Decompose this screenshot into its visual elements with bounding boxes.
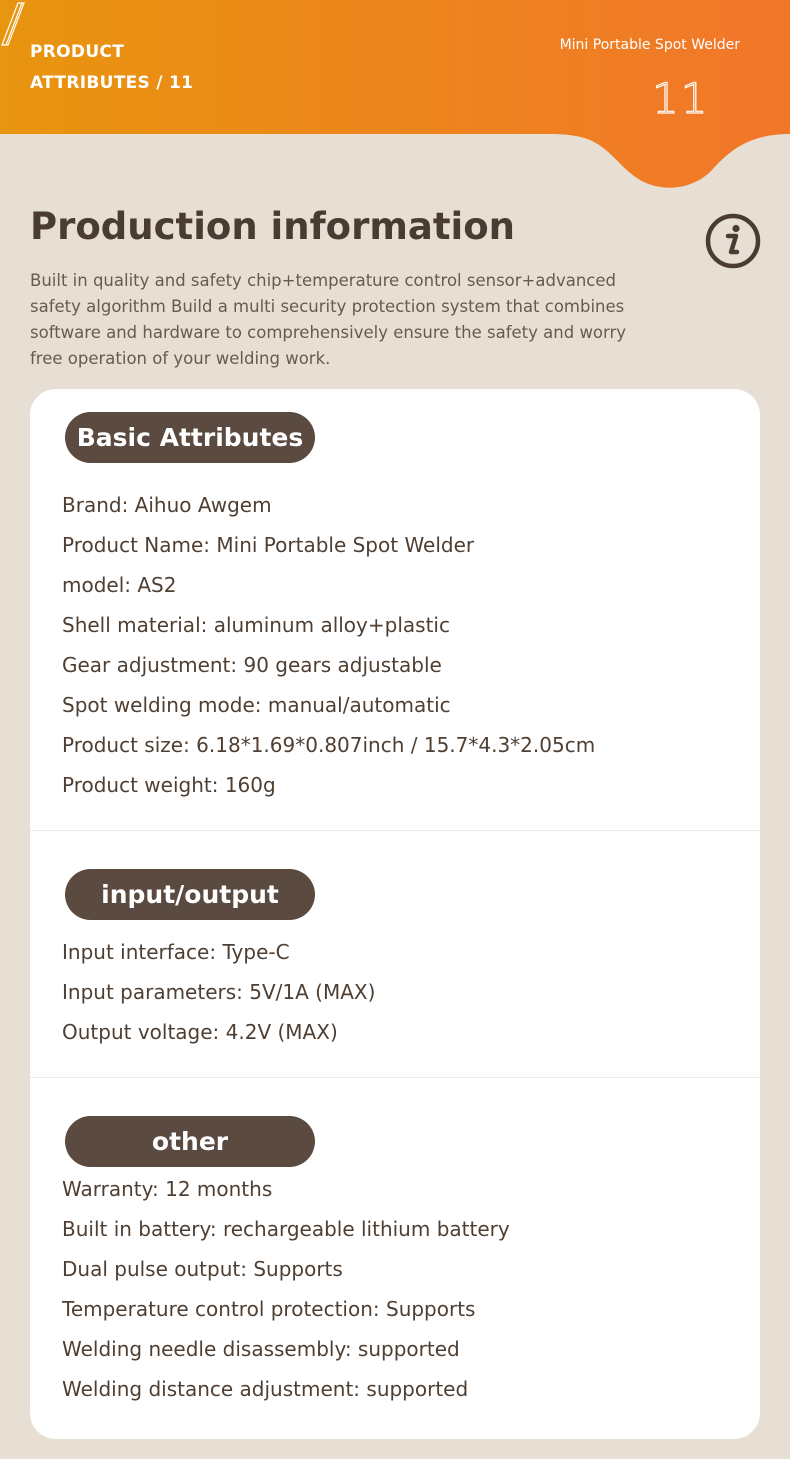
intro-paragraph: Built in quality and safety chip+temperature control sensor+advanced safety algorithm Build a multi security protection system that combines software and hardware to comprehensively ensure the safety and worry free operation of your welding work. (30, 271, 627, 368)
header-line-2: ATTRIBUTES / 11 (30, 73, 194, 93)
section-divider (30, 1077, 760, 1078)
list-item: Input interface: Type-C (62, 940, 290, 964)
list-item: Spot welding mode: manual/automatic (62, 693, 451, 717)
header-page-number: 11 (652, 74, 710, 123)
list-item: Input parameters: 5V/1A (MAX) (62, 980, 376, 1004)
list-item: Welding distance adjustment: supported (62, 1377, 469, 1401)
header-product-name: Mini Portable Spot Welder (559, 37, 740, 53)
slash-icon (0, 0, 26, 50)
header-section-label (30, 37, 193, 99)
list-item: Temperature control protection: Supports (62, 1297, 476, 1321)
section-divider (30, 830, 760, 831)
header-line-1: PRODUCT (30, 42, 125, 62)
list-item: Product size: 6.18*1.69*0.807inch / 15.7*4.3*2.05cm (62, 733, 596, 757)
list-item: Warranty: 12 months (62, 1177, 273, 1201)
list-item: Output voltage: 4.2V (MAX) (62, 1020, 338, 1044)
basic-attributes-heading: Basic Attributes (65, 412, 315, 463)
input-output-heading: input/output (65, 869, 315, 920)
header-banner (0, 0, 790, 190)
list-item: Dual pulse output: Supports (62, 1257, 343, 1281)
other-heading: other (65, 1116, 315, 1167)
input-output-list (62, 932, 375, 1052)
info-icon (704, 212, 762, 270)
other-list (62, 1169, 510, 1409)
list-item: Built in battery: rechargeable lithium battery (62, 1217, 510, 1241)
list-item: Shell material: aluminum alloy+plastic (62, 613, 450, 637)
list-item: Welding needle disassembly: supported (62, 1337, 460, 1361)
list-item: model: AS2 (62, 573, 177, 597)
page-title: Production information (30, 205, 515, 248)
list-item: Gear adjustment: 90 gears adjustable (62, 653, 442, 677)
basic-attributes-list (62, 485, 595, 805)
list-item: Product Name: Mini Portable Spot Welder (62, 533, 475, 557)
list-item: Brand: Aihuo Awgem (62, 493, 272, 517)
list-item: Product weight: 160g (62, 773, 276, 797)
